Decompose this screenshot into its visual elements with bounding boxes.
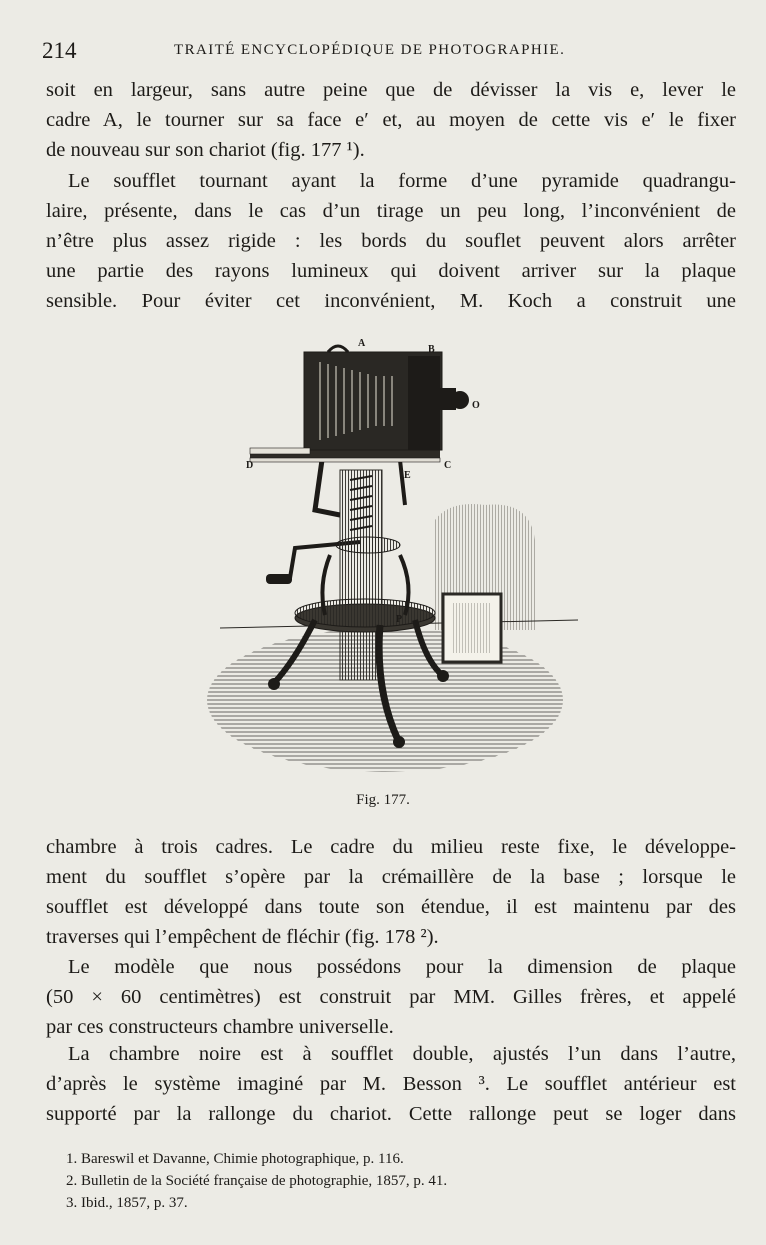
text-line: supporté par la rallonge du chariot. Cette rallonge peut se loger dans bbox=[46, 1103, 736, 1125]
text-line: n’être plus assez rigide : les bords du souflet peuvent alors arrêter bbox=[46, 230, 736, 252]
label-e: E bbox=[404, 470, 411, 481]
figure-177-illustration bbox=[200, 330, 585, 775]
text-line: cadre A, le tourner sur sa face e′ et, au moyen de cette vis e′ le fixer bbox=[46, 109, 736, 131]
footnotes bbox=[66, 1148, 746, 1214]
text-line: traverses qui l’empêchent de fléchir (fig. 178 ²). bbox=[46, 926, 439, 948]
label-c: C bbox=[444, 460, 452, 471]
text-line: La chambre noire est à soufflet double, ajustés l’un dans l’autre, bbox=[68, 1043, 736, 1065]
label-b: B bbox=[428, 344, 435, 355]
footnote-1: 1. Bareswil et Davanne, Chimie photographique, p. 116. bbox=[66, 1151, 404, 1167]
paragraph-1 bbox=[46, 75, 736, 165]
page-header bbox=[42, 38, 730, 70]
paragraph-5 bbox=[46, 1039, 736, 1129]
text-line: une partie des rayons lumineux qui doivent arriver sur la plaque bbox=[46, 260, 736, 282]
footnote-2: 2. Bulletin de la Société française de photographie, 1857, p. 41. bbox=[66, 1173, 448, 1189]
figure-caption: Fig. 177. bbox=[356, 792, 410, 808]
text-line: sensible. Pour éviter cet inconvénient, M. Koch a construit une bbox=[46, 290, 736, 312]
label-p: P bbox=[396, 614, 403, 625]
text-line: par ces constructeurs chambre universelle. bbox=[46, 1016, 394, 1038]
text-line: soufflet est développé dans toute son étendue, il est maintenu par des bbox=[46, 896, 736, 918]
text-line: laire, présente, dans le cas d’un tirage un peu long, l’inconvénient de bbox=[46, 200, 736, 222]
label-a: A bbox=[358, 338, 366, 349]
text-line: Le modèle que nous possédons pour la dimension de plaque bbox=[68, 956, 736, 978]
text-line: chambre à trois cadres. Le cadre du milieu reste fixe, le développe- bbox=[46, 836, 736, 858]
label-d: D bbox=[246, 460, 254, 471]
text-line: Le soufflet tournant ayant la forme d’une pyramide quadrangu- bbox=[68, 170, 736, 192]
page-number: 214 bbox=[42, 38, 77, 63]
text-line: (50 × 60 centimètres) est construit par MM. Gilles frères, et appelé bbox=[46, 986, 736, 1008]
text-line: de nouveau sur son chariot (fig. 177 ¹). bbox=[46, 139, 365, 161]
paragraph-2 bbox=[46, 166, 736, 316]
footnote-3: 3. Ibid., 1857, p. 37. bbox=[66, 1195, 188, 1211]
text-line: soit en largeur, sans autre peine que de dévisser la vis e, lever le bbox=[46, 79, 736, 101]
text-line: d’après le système imaginé par M. Besson ³. Le soufflet antérieur est bbox=[46, 1073, 736, 1095]
paragraph-4 bbox=[46, 952, 736, 1042]
running-title: TRAITÉ ENCYCLOPÉDIQUE DE PHOTOGRAPHIE. bbox=[174, 42, 566, 58]
text-line: ment du soufflet s’opère par la crémaillère de la base ; lorsque le bbox=[46, 866, 736, 888]
camera-on-stand-engraving bbox=[200, 330, 585, 775]
paragraph-3 bbox=[46, 832, 736, 952]
label-o: O bbox=[472, 400, 480, 411]
